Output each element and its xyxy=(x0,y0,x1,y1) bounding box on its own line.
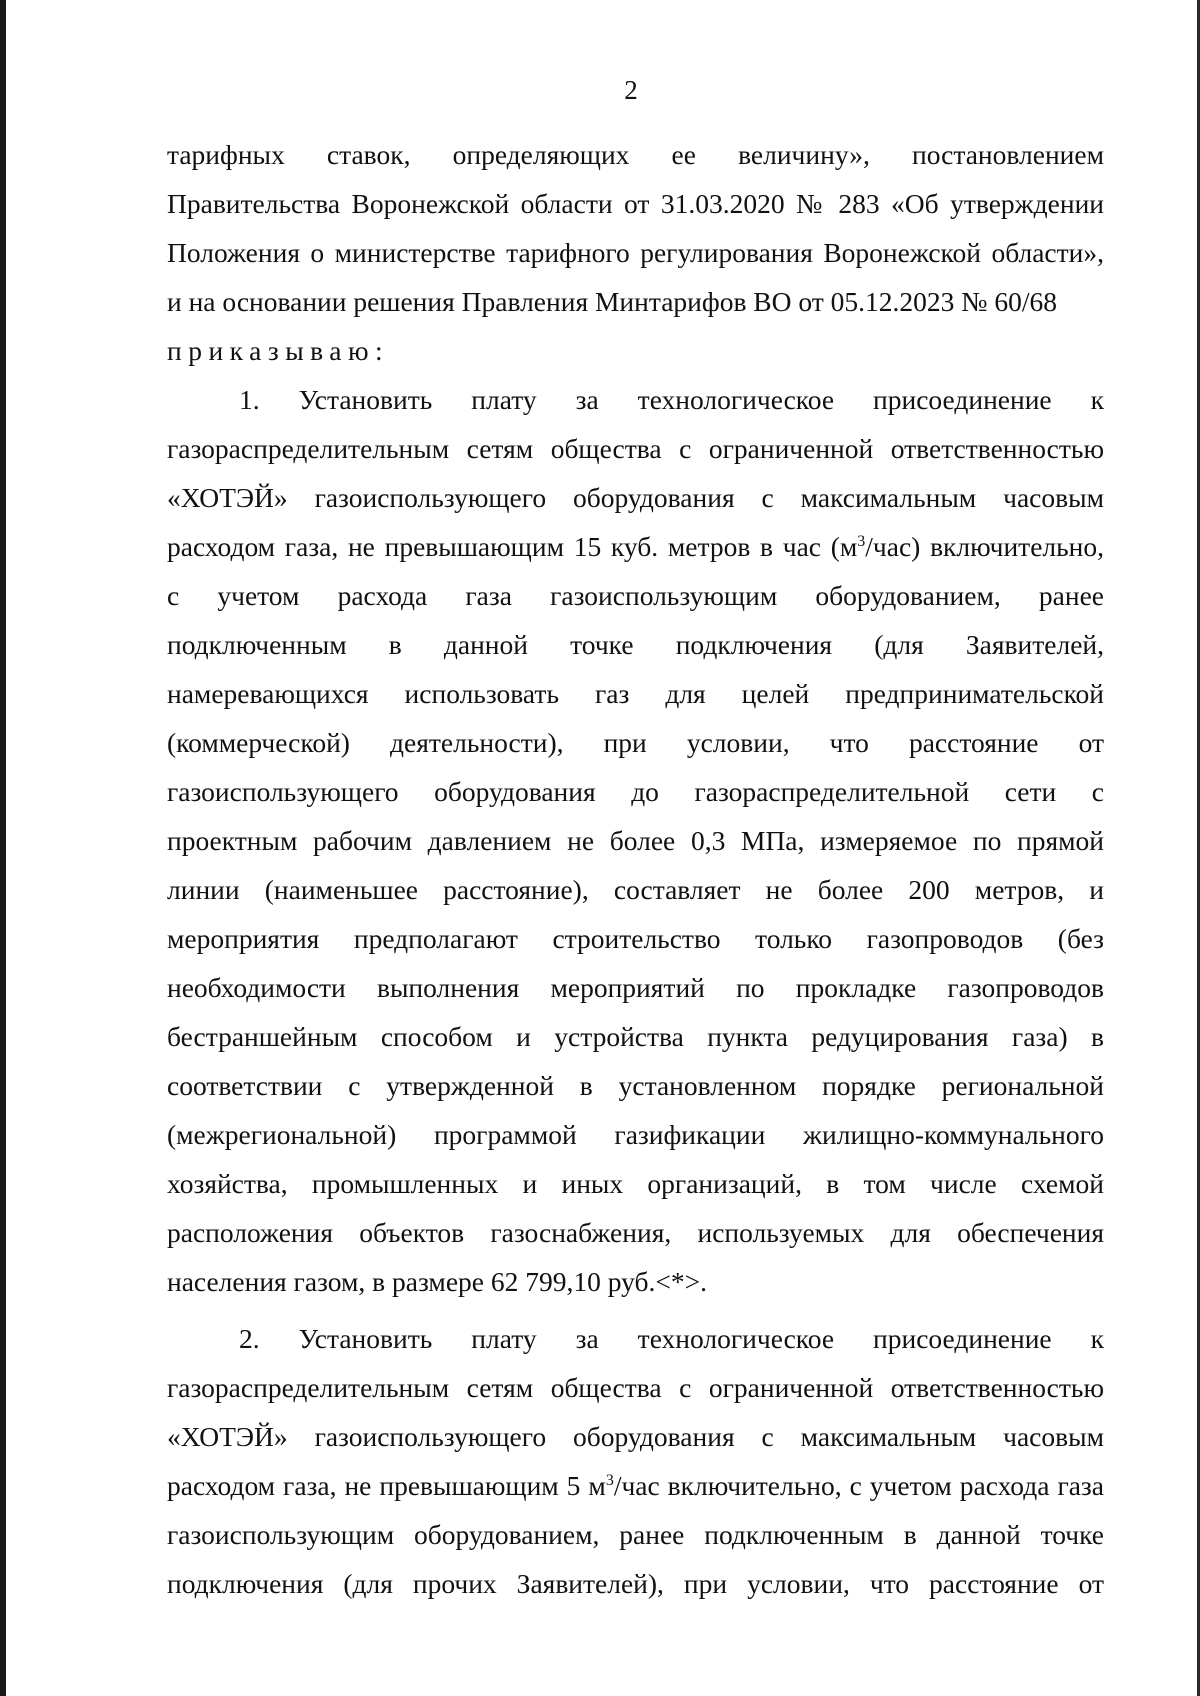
item-1-line: газоиспользующего оборудования до газораспределительной сети с xyxy=(167,776,1104,807)
text-line: тарифных ставок, определяющих ее величину», постановлением xyxy=(167,139,1104,170)
page-number: 2 xyxy=(624,75,638,105)
text-fragment: /час включительно, с учетом расхода газа xyxy=(613,1470,1104,1501)
text-fragment: расходом газа, не превышающим 15 куб. метров в час (м xyxy=(167,531,858,562)
document-body xyxy=(167,130,1104,1608)
item-1-line: мероприятия предполагают строительство только газопроводов (без xyxy=(167,923,1104,954)
text-line: Правительства Воронежской области от 31.03.2020 № 283 «Об утверждении xyxy=(167,188,1104,219)
superscript: 3 xyxy=(857,533,866,550)
order-word: приказываю: xyxy=(167,335,390,366)
item-1-line: (коммерческой) деятельности), при условии, что расстояние от xyxy=(167,727,1104,758)
item-1-line: газораспределительным сетям общества с ограниченной ответственностью xyxy=(167,433,1104,464)
item-2-line: подключения (для прочих Заявителей), при условии, что расстояние от xyxy=(167,1568,1104,1599)
text-fragment: /час) включительно, xyxy=(865,531,1105,562)
item-2-line: газораспределительным сетям общества с ограниченной ответственностью xyxy=(167,1372,1104,1403)
item-1-line: проектным рабочим давлением не более 0,3 МПа, измеряемое по прямой xyxy=(167,825,1104,856)
item-2-line-with-unit xyxy=(167,1461,1104,1510)
item-1-line: с учетом расхода газа газоиспользующим оборудованием, ранее xyxy=(167,580,1104,611)
item-1-line: бестраншейным способом и устройства пункта редуцирования газа) в xyxy=(167,1021,1104,1052)
text-line: Положения о министерстве тарифного регулирования Воронежской области», xyxy=(167,237,1104,268)
item-1-line: «ХОТЭЙ» газоиспользующего оборудования с максимальным часовым xyxy=(167,482,1104,513)
item-1-line-with-unit xyxy=(167,522,1104,571)
item-1-line: необходимости выполнения мероприятий по прокладке газопроводов xyxy=(167,972,1104,1003)
item-1-line: намеревающихся использовать газ для целей предпринимательской xyxy=(167,678,1104,709)
item-1-line: подключенным в данной точке подключения (для Заявителей, xyxy=(167,629,1104,660)
item-1-line: (межрегиональной) программой газификации жилищно-коммунального xyxy=(167,1119,1104,1150)
item-2-line: 2. Установить плату за технологическое присоединение к xyxy=(239,1323,1104,1354)
item-1-line: линии (наименьшее расстояние), составляет не более 200 метров, и xyxy=(167,874,1104,905)
item-1-line: расположения объектов газоснабжения, используемых для обеспечения xyxy=(167,1217,1104,1248)
item-2-line: «ХОТЭЙ» газоиспользующего оборудования с максимальным часовым xyxy=(167,1421,1104,1452)
superscript: 3 xyxy=(605,1472,614,1489)
item-1-line: 1. Установить плату за технологическое присоединение к xyxy=(239,384,1104,415)
item-2-line: газоиспользующим оборудованием, ранее подключенным в данной точке xyxy=(167,1519,1104,1550)
text-line: и на основании решения Правления Минтарифов ВО от 05.12.2023 № 60/68 xyxy=(167,286,1058,317)
item-1-last-line: населения газом, в размере 62 799,10 руб.<*>. xyxy=(167,1266,708,1297)
text-fragment: расходом газа, не превышающим 5 м xyxy=(167,1470,606,1501)
item-1-line: соответствии с утвержденной в установленном порядке региональной xyxy=(167,1070,1104,1101)
item-1-line: хозяйства, промышленных и иных организаций, в том числе схемой xyxy=(167,1168,1104,1199)
